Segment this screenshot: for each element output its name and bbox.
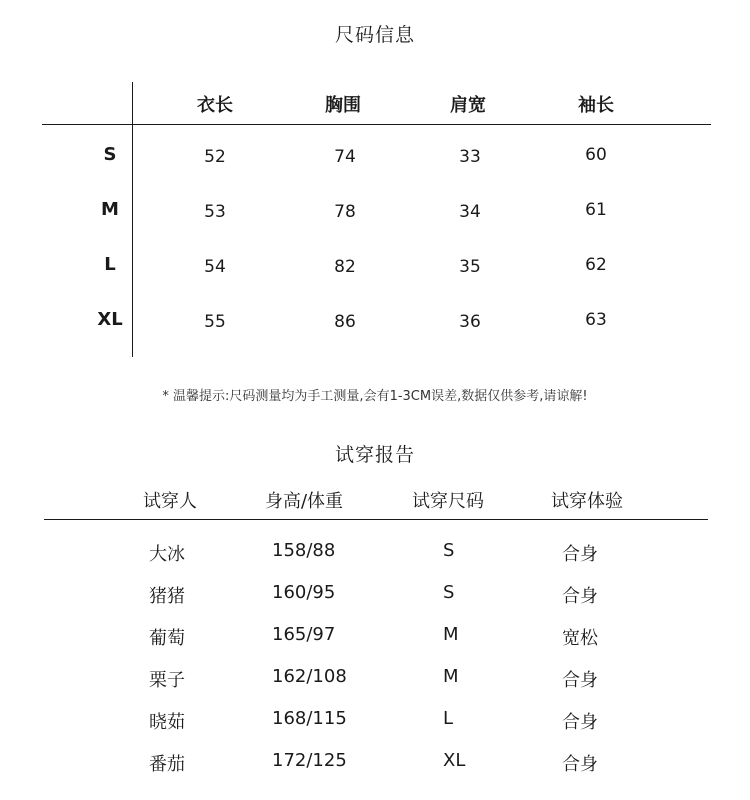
size-chart-title: 尺码信息: [334, 24, 415, 46]
report-col-height-weight: 身高/体重: [264, 491, 344, 512]
report-title: 试穿报告: [334, 444, 415, 466]
cell-l-sleeve: 62: [585, 255, 607, 275]
row-header-l: L: [104, 254, 116, 275]
report-cell-fit: 合身: [562, 670, 598, 691]
report-cell-fit: 合身: [562, 586, 598, 607]
report-cell-tester: 晓茹: [149, 712, 185, 733]
report-cell-size: L: [443, 708, 454, 729]
row-header-xl: XL: [97, 309, 123, 330]
col-header-length: 衣长: [197, 95, 233, 116]
report-cell-height-weight: 172/125: [272, 750, 347, 771]
report-cell-size: M: [443, 666, 459, 687]
report-cell-size: S: [443, 540, 455, 561]
cell-xl-sleeve: 63: [585, 310, 607, 330]
col-header-shoulder: 肩宽: [450, 95, 486, 116]
cell-m-chest: 78: [334, 202, 356, 222]
report-cell-height-weight: 165/97: [272, 624, 336, 645]
row-header-s: S: [103, 144, 117, 165]
report-cell-height-weight: 168/115: [272, 708, 347, 729]
report-col-fit: 试穿体验: [551, 491, 623, 512]
report-cell-size: S: [443, 582, 455, 603]
report-cell-tester: 番茄: [149, 754, 185, 775]
col-header-chest: 胸围: [325, 95, 361, 116]
cell-s-sleeve: 60: [585, 145, 607, 165]
report-cell-tester: 猪猪: [149, 586, 185, 607]
report-cell-size: M: [443, 624, 459, 645]
cell-l-shoulder: 35: [459, 257, 481, 277]
report-cell-size: XL: [443, 750, 466, 771]
report-cell-tester: 大冰: [149, 544, 185, 565]
report-cell-height-weight: 158/88: [272, 540, 336, 561]
cell-s-chest: 74: [334, 147, 356, 167]
cell-l-chest: 82: [334, 257, 356, 277]
cell-m-sleeve: 61: [585, 200, 607, 220]
report-cell-tester: 葡萄: [149, 628, 185, 649]
cell-s-shoulder: 33: [459, 147, 481, 167]
report-cell-fit: 合身: [562, 712, 598, 733]
cell-xl-shoulder: 36: [459, 312, 481, 332]
report-cell-height-weight: 160/95: [272, 582, 336, 603]
measurement-note: * 温馨提示:尺码测量均为手工测量,会有1-3CM误差,数据仅供参考,请谅解!: [162, 389, 588, 404]
col-header-sleeve: 袖长: [578, 95, 614, 116]
cell-s-length: 52: [204, 147, 226, 167]
report-col-tester: 试穿人: [143, 491, 197, 512]
report-cell-tester: 栗子: [149, 670, 185, 691]
report-col-size: 试穿尺码: [412, 491, 484, 512]
report-header-divider: [44, 519, 708, 520]
cell-m-shoulder: 34: [459, 202, 481, 222]
cell-m-length: 53: [204, 202, 226, 222]
report-cell-fit: 合身: [562, 544, 598, 565]
cell-l-length: 54: [204, 257, 226, 277]
row-header-m: M: [101, 199, 119, 220]
cell-xl-chest: 86: [334, 312, 356, 332]
size-chart-header-divider: [42, 124, 711, 125]
report-cell-fit: 宽松: [562, 628, 598, 649]
report-cell-height-weight: 162/108: [272, 666, 347, 687]
cell-xl-length: 55: [204, 312, 226, 332]
report-cell-fit: 合身: [562, 754, 598, 775]
